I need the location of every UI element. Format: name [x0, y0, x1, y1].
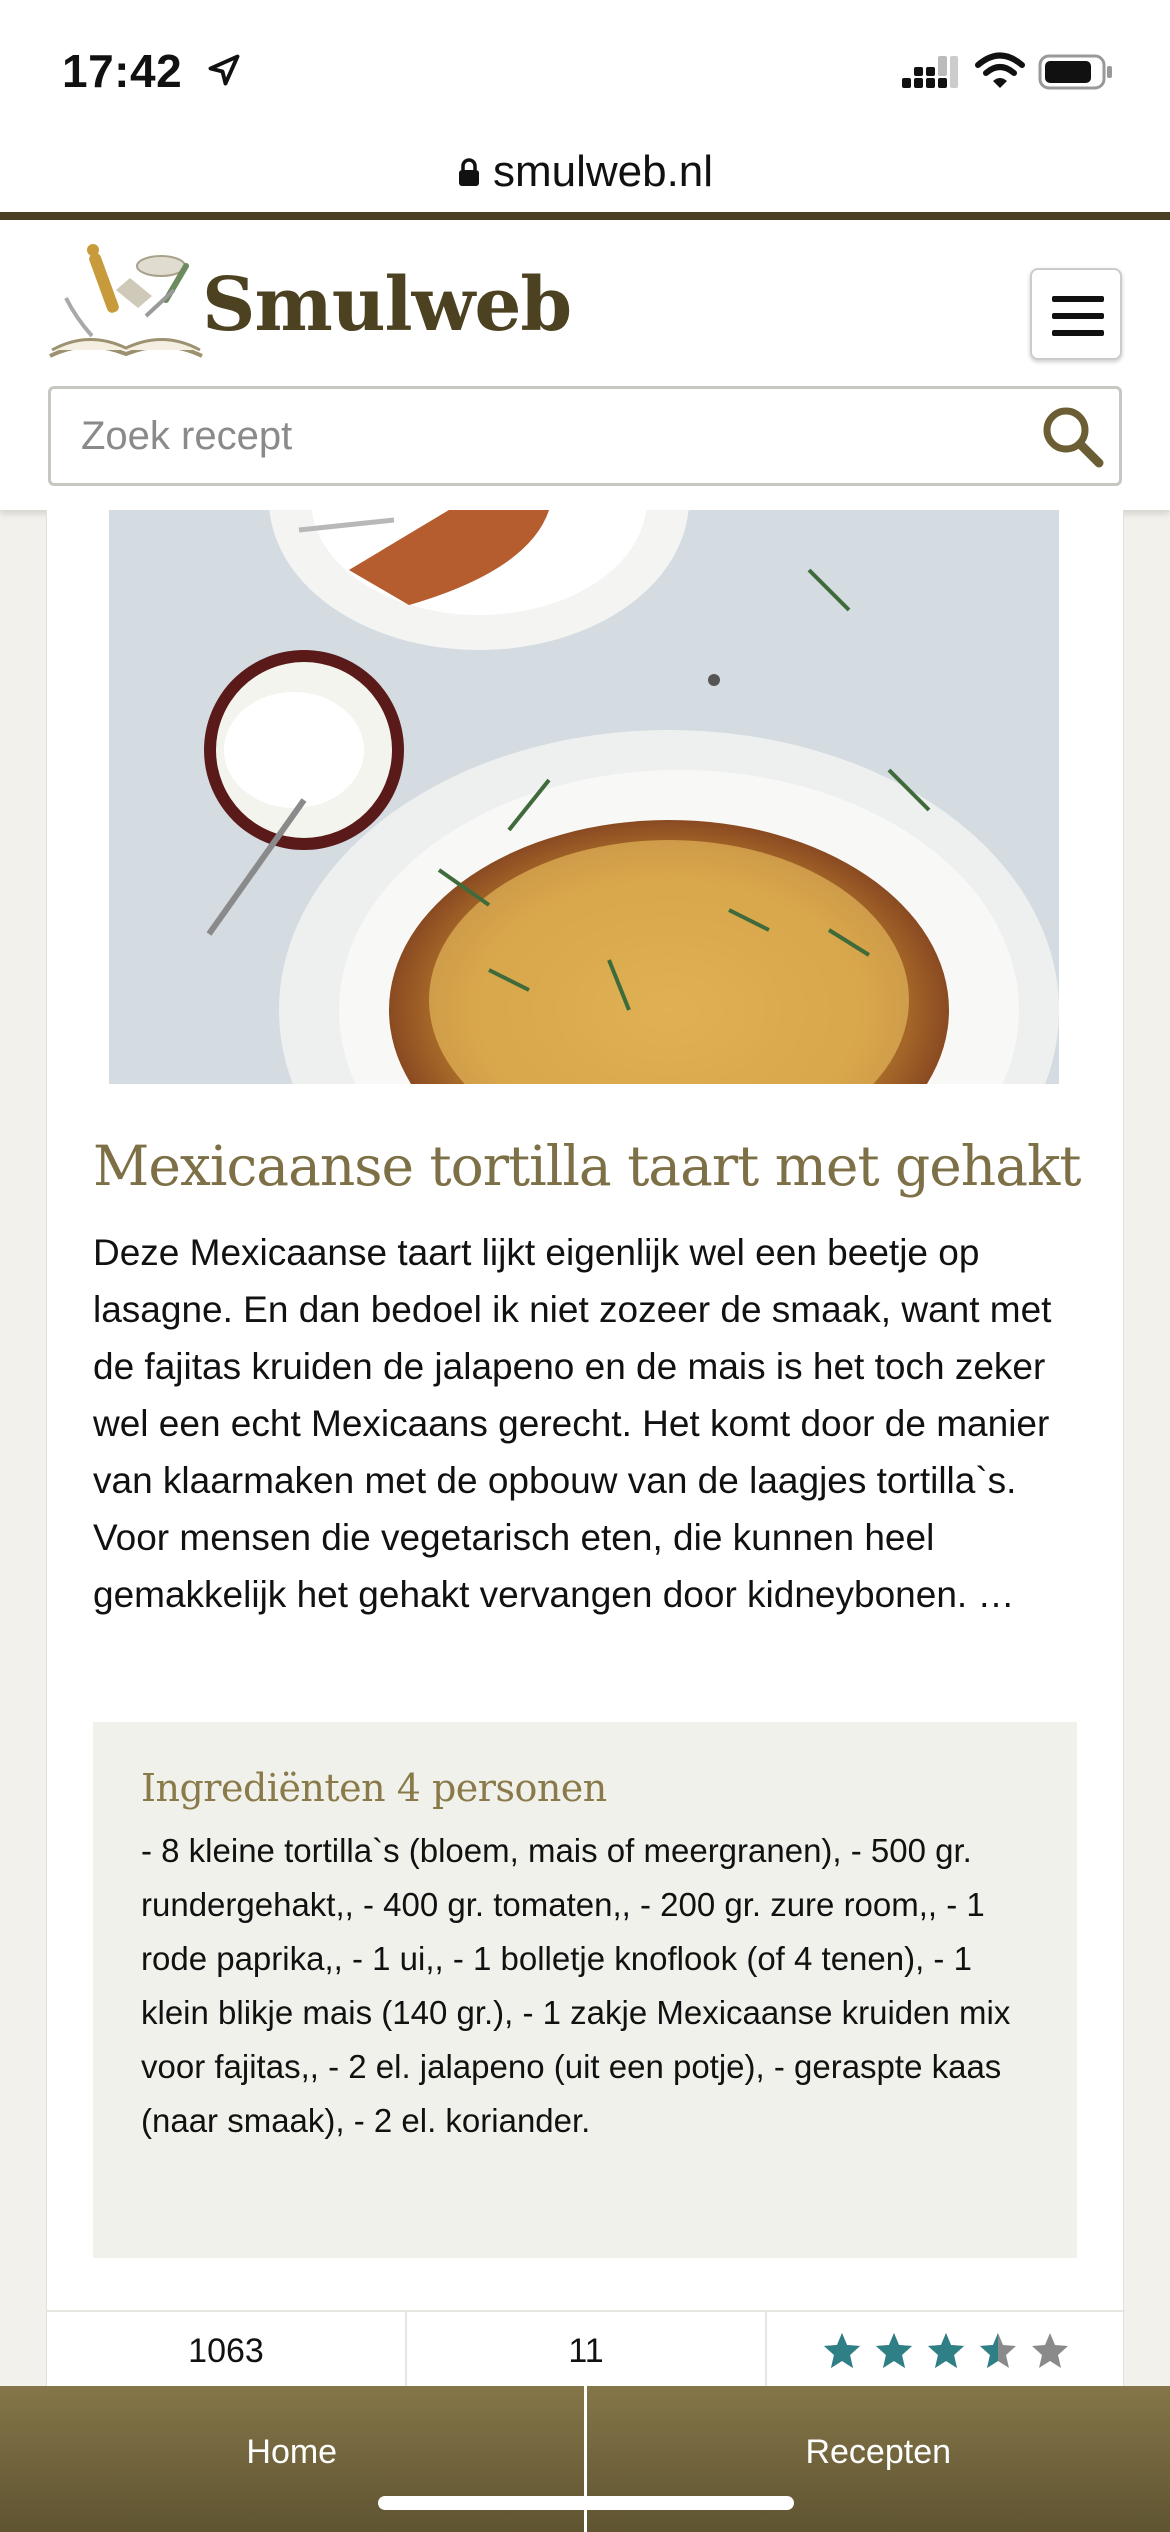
search-input[interactable]: [81, 389, 981, 483]
recipe-title[interactable]: Mexicaanse tortilla taart met gehakt: [93, 1134, 1081, 1198]
hamburger-icon: [1052, 296, 1104, 302]
search-icon[interactable]: [1039, 403, 1105, 469]
comments-count[interactable]: 11: [407, 2312, 767, 2390]
star-icon: [978, 2331, 1018, 2371]
nav-recepten[interactable]: Recepten: [805, 2432, 952, 2471]
signal-icon: [902, 56, 958, 90]
battery-icon: [1038, 54, 1114, 90]
browser-url: smulweb.nl: [492, 147, 714, 196]
recipe-image[interactable]: [109, 510, 1059, 1084]
browser-url-bar[interactable]: [0, 130, 1170, 214]
location-arrow-icon: [206, 52, 242, 88]
views-count: 1063: [47, 2312, 407, 2390]
rating-stars: [767, 2312, 1125, 2390]
nav-home[interactable]: Home: [246, 2432, 338, 2471]
home-indicator: [378, 2496, 794, 2510]
logo-text[interactable]: Smulweb: [202, 262, 572, 348]
star-icon: [1030, 2331, 1070, 2371]
recipe-description: Deze Mexicaanse taart lijkt eigenlijk wel een beetje op lasagne. En dan bedoel ik niet zozeer de smaak, want met de fajitas kruiden de jalapeno en de mais is het toch zeker wel een echt Mexicaans gerecht. Het komt door de manier van klaarmaken met de opbouw van de laagjes tortilla`s. Voor mensen die vegetarisch eten, die kunnen heel gemakkelijk het gehakt vervangen door kidneybonen. …: [93, 1232, 1052, 1615]
ingredients-title: Ingrediënten 4 personen: [141, 1766, 607, 1810]
star-icon: [926, 2331, 966, 2371]
bottom-nav: [0, 2386, 1170, 2532]
menu-button[interactable]: [1030, 268, 1122, 360]
star-icon: [874, 2331, 914, 2371]
status-bar: [0, 0, 1170, 130]
recipe-stats: [47, 2310, 1125, 2390]
site-header: [0, 220, 1170, 510]
lock-icon: [457, 157, 481, 187]
ingredients-panel: [93, 1722, 1077, 2258]
status-time: 17:42: [62, 45, 183, 97]
search-box: [48, 386, 1122, 486]
header-divider: [0, 212, 1170, 220]
wifi-icon: [975, 52, 1025, 90]
recipe-card: [46, 510, 1124, 2390]
star-icon: [822, 2331, 862, 2371]
logo-icon[interactable]: [46, 238, 206, 363]
ingredients-list: - 8 kleine tortilla`s (bloem, mais of meergranen), - 500 gr. rundergehakt,, - 400 gr. tomaten,, - 200 gr. zure room,, - 1 rode paprika,, - 1 ui,, - 1 bolletje knoflook (of 4 tenen), - 1 klein blikje mais (140 gr.), - 1 zakje Mexicaanse kruiden mix voor fajitas,, - 2 el. jalapeno (uit een potje), - geraspte kaas (naar smaak), - 2 el. koriander.: [141, 1832, 1011, 2139]
